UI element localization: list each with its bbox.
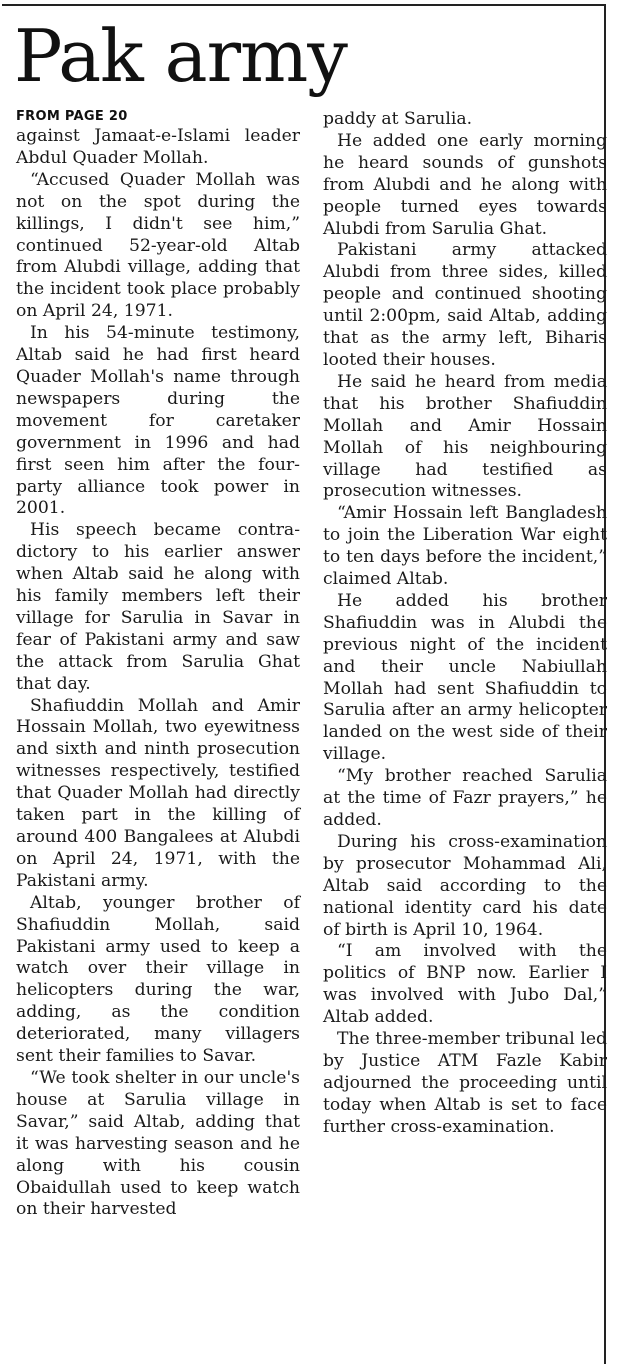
top-rule (2, 4, 606, 6)
paragraph: paddy at Sarulia. (323, 109, 473, 129)
paragraph: Shafiuddin Mollah and Amir Hossain Mollah, two eyewitness and sixth and ninth prosecution witnesses respectively, testified that Quader Mollah had directly taken part in the killing of around 400 Bangalees at Alubdi on April 24, 1971, with the Pakistani army. (16, 695, 300, 891)
kicker: FROM PAGE 20 (16, 109, 128, 124)
paragraph: In his 54-minute testimony, Altab said he had first heard Quader Mollah's name through newspapers during the movement for caretaker government in 1996 and had first seen him after the four-party alliance took power in 2001. (16, 323, 300, 519)
paragraph: He added one early morning he heard sounds of gunshots from Alubdi and he along with people turned eyes towards Alubdi from Sarulia Ghat. (323, 130, 607, 239)
left-column (16, 108, 300, 1221)
paragraph: “Amir Hossain left Bangladesh to join the Liberation War eight to ten days before the incident,” claimed Altab. (323, 503, 607, 590)
paragraph: “We took shelter in our uncle's house at Sarulia village in Savar,” said Altab, adding that it was harvesting season and he along with his cousin Obaidullah used to keep watch on their harvested (16, 1067, 300, 1220)
paragraph: His speech became contradictory to his earlier answer when Altab said he along with his family members left their village for Sarulia in Savar in fear of Pakistani army and saw the attack from Sarulia Ghat that day. (16, 520, 300, 694)
headline: Pak army (14, 14, 347, 98)
paragraph: Altab, younger brother of Shafiuddin Mollah, said Pakistani army used to keep a watch over their village in helicopters during the war, adding, as the condition deteriorated, many villagers sent their families to Savar. (16, 892, 300, 1067)
paragraph: against Jamaat-e-Islami leader Abdul Quader Mollah. (16, 126, 300, 168)
paragraph: “Accused Quader Mollah was not on the spot during the killings, I didn't see him,” continued 52-year-old Altab from Alubdi village, adding that the incident took place probably on April 24, 1971. (16, 169, 300, 322)
right-column (323, 109, 607, 1139)
paragraph: Pakistani army attacked Alubdi from three sides, killed people and continued shooting until 2:00pm, said Altab, adding that as the army left, Biharis looted their houses. (323, 240, 607, 370)
paragraph: The three-member tribunal led by Justice ATM Fazle Kabir adjourned the proceeding until today when Altab is set to face further cross-examination. (323, 1029, 607, 1137)
paragraph: He said he heard from media that his brother Shafiuddin Mollah and Amir Hossain Mollah of his neighbouring village had testified as prosecution witnesses. (323, 371, 607, 502)
paragraph: During his cross-examination by prosecutor Mohammad Ali, Altab said according to the national identity card his date of birth is April 10, 1964. (323, 831, 607, 940)
paragraph: “My brother reached Sarulia at the time of Fazr prayers,” he added. (323, 766, 607, 830)
paragraph: “I am involved with the politics of BNP now. Earlier I was involved with Jubo Dal,” Altab added. (323, 941, 607, 1028)
paragraph: He added his brother Shafiuddin was in Alubdi the previous night of the incident and their uncle Nabiullah Mollah had sent Shafiuddin to Sarulia after an army helicopter landed on the west side of their village. (323, 590, 607, 765)
